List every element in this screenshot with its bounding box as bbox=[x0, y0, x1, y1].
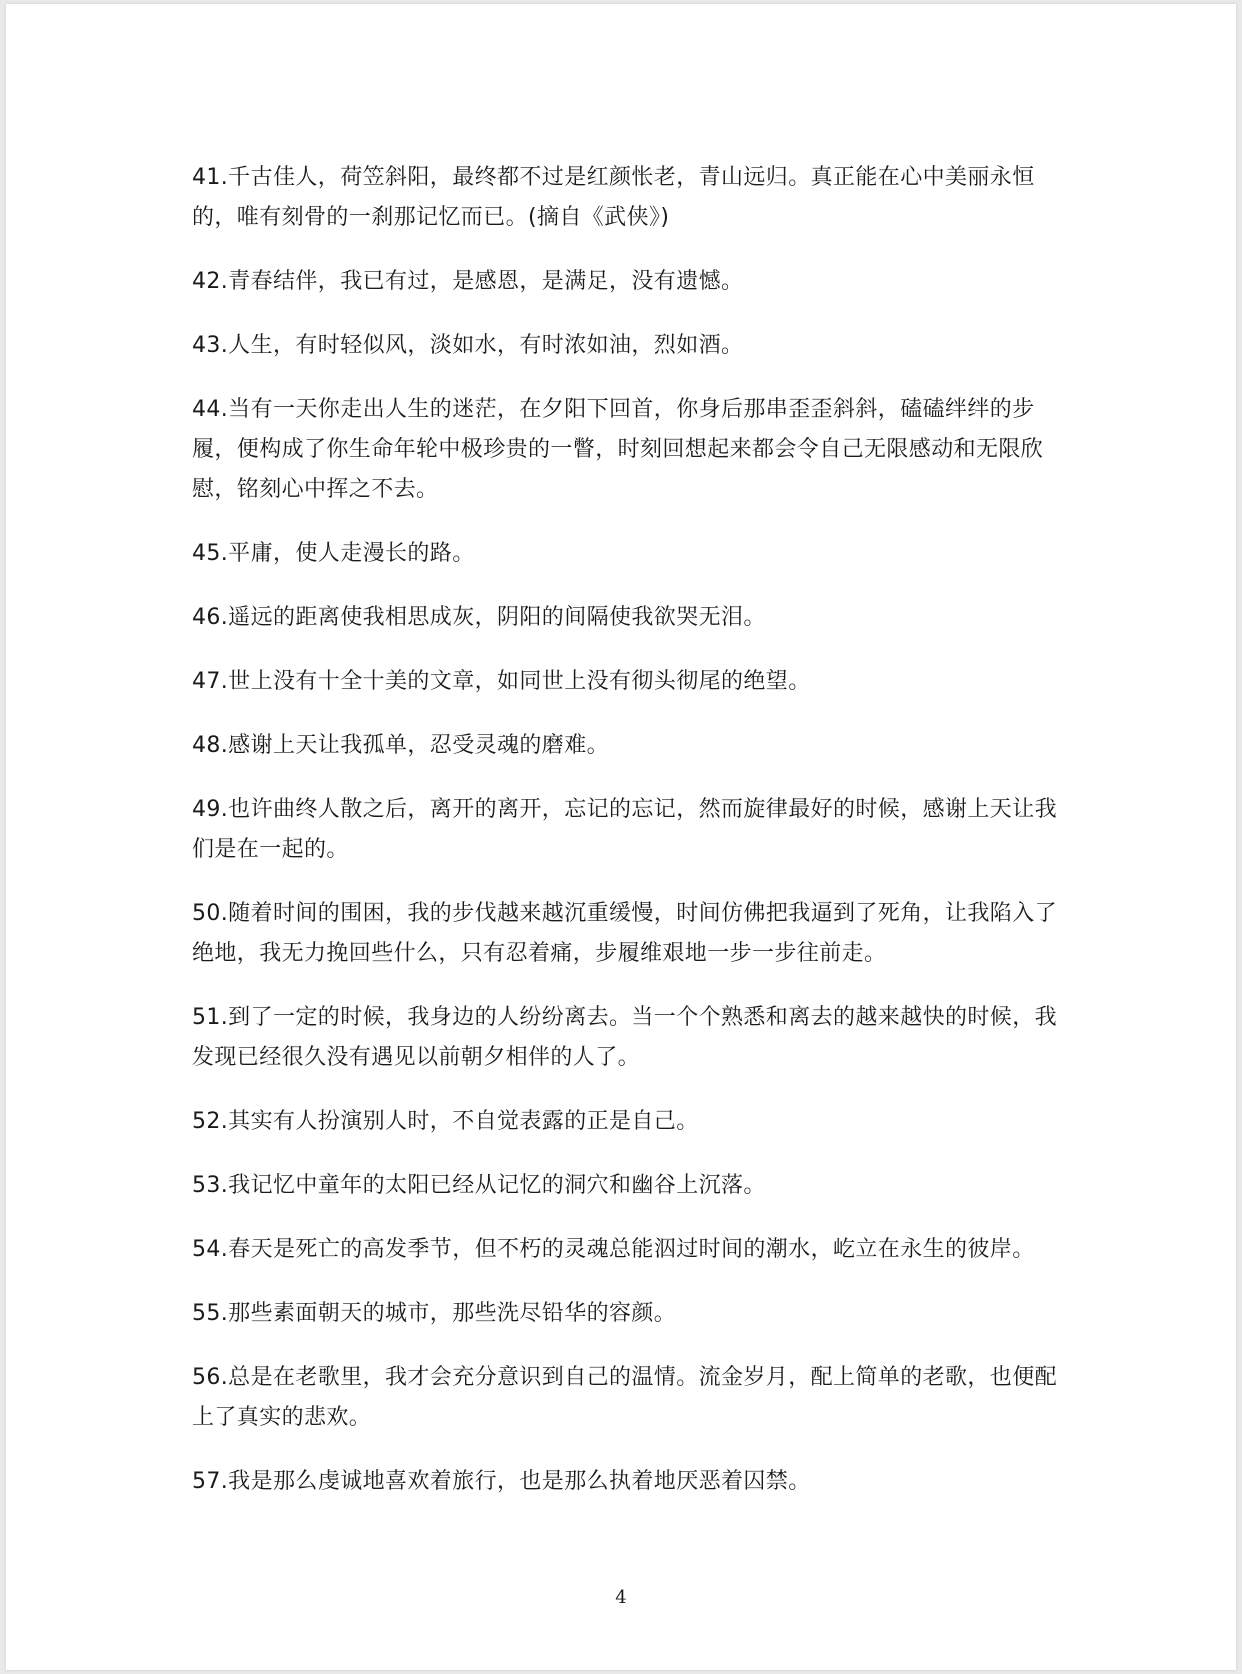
quote-paragraph-57: 57.我是那么虔诚地喜欢着旅行，也是那么执着地厌恶着囚禁。 bbox=[192, 1469, 811, 1494]
quote-paragraph-42: 42.青春结伴，我已有过，是感恩，是满足，没有遗憾。 bbox=[192, 269, 744, 294]
document-page bbox=[6, 4, 1236, 1670]
quote-paragraph-43: 43.人生，有时轻似风，淡如水，有时浓如油，烈如酒。 bbox=[192, 333, 744, 358]
quote-list bbox=[192, 158, 1066, 1526]
quote-paragraph-54: 54.春天是死亡的高发季节，但不朽的灵魂总能泅过时间的潮水，屹立在永生的彼岸。 bbox=[192, 1237, 1035, 1262]
quote-paragraph-50: 50.随着时间的围困，我的步伐越来越沉重缓慢，时间仿佛把我逼到了死角，让我陷入了绝地，我无力挽回些什么，只有忍着痛，步履维艰地一步一步往前走。 bbox=[192, 901, 1057, 966]
quote-paragraph-49: 49.也许曲终人散之后，离开的离开，忘记的忘记，然而旋律最好的时候，感谢上天让我们是在一起的。 bbox=[192, 797, 1057, 862]
page-number: 4 bbox=[615, 1587, 627, 1608]
quote-paragraph-45: 45.平庸，使人走漫长的路。 bbox=[192, 541, 475, 566]
quote-paragraph-41: 41.千古佳人，荷笠斜阳，最终都不过是红颜怅老，青山远归。真正能在心中美丽永恒的，唯有刻骨的一刹那记忆而已。(摘自《武侠》) bbox=[192, 165, 1035, 230]
quote-paragraph-55: 55.那些素面朝天的城市，那些洗尽铅华的容颜。 bbox=[192, 1301, 677, 1326]
quote-paragraph-51: 51.到了一定的时候，我身边的人纷纷离去。当一个个熟悉和离去的越来越快的时候，我发现已经很久没有遇见以前朝夕相伴的人了。 bbox=[192, 1005, 1057, 1070]
quote-paragraph-56: 56.总是在老歌里，我才会充分意识到自己的温情。流金岁月，配上简单的老歌，也便配上了真实的悲欢。 bbox=[192, 1365, 1057, 1430]
quote-paragraph-53: 53.我记忆中童年的太阳已经从记忆的洞穴和幽谷上沉落。 bbox=[192, 1173, 766, 1198]
quote-paragraph-46: 46.遥远的距离使我相思成灰，阴阳的间隔使我欲哭无泪。 bbox=[192, 605, 766, 630]
quote-paragraph-52: 52.其实有人扮演别人时，不自觉表露的正是自己。 bbox=[192, 1109, 699, 1134]
quote-paragraph-48: 48.感谢上天让我孤单，忍受灵魂的磨难。 bbox=[192, 733, 609, 758]
quote-paragraph-47: 47.世上没有十全十美的文章，如同世上没有彻头彻尾的绝望。 bbox=[192, 669, 811, 694]
quote-paragraph-44: 44.当有一天你走出人生的迷茫，在夕阳下回首，你身后那串歪歪斜斜，磕磕绊绊的步履，便构成了你生命年轮中极珍贵的一瞥，时刻回想起来都会令自己无限感动和无限欣慰，铭刻心中挥之不去。 bbox=[192, 397, 1044, 502]
